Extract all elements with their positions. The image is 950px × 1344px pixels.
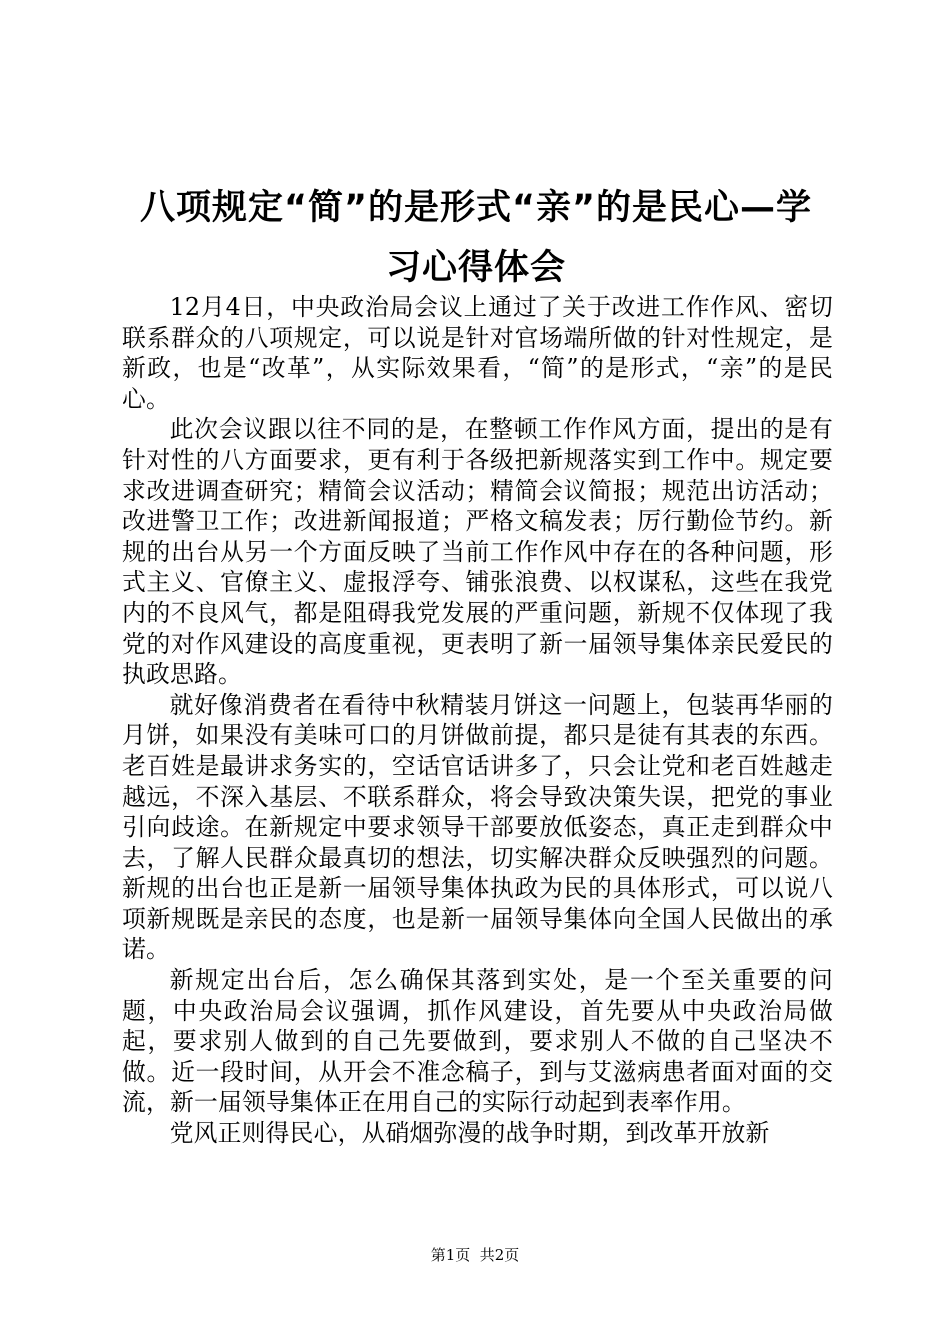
document-title-line-1: 八项规定“简”的是形式“亲”的是民心—学: [139, 188, 812, 228]
paragraph-5: 党风正则得民心，从硝烟弥漫的战争时期，到改革开放新: [169, 1119, 770, 1148]
paragraph-2: 此次会议跟以往不同的是，在整顿工作作风方面，提出的是有针对性的八方面要求，更有利于各级把新规落实到工作中。规定要求改进调查研究；精简会议活动；精简会议简报；规范出访活动；改进警卫工作；改进新闻报道；严格文稿发表；厉行勤俭节约。新规的出台从另一个方面反映了当前工作作风中存在的各种问题，形式主义、官僚主义、虚报浮夸、铺张浪费、以权谋私，这些在我党内的不良风气，都是阻碍我党发展的严重问题，新规不仅体现了我党的对作风建设的高度重视，更表明了新一届领导集体亲民爱民的执政思路。: [122, 415, 833, 689]
page-number-footer: 第1页 共2页: [430, 1246, 520, 1264]
paragraph-3: 就好像消费者在看待中秋精装月饼这一问题上，包装再华丽的月饼，如果没有美味可口的月饼做前提，都只是徒有其表的东西。老百姓是最讲求务实的，空话官话讲多了，只会让党和老百姓越走越远，不深入基层、不联系群众，将会导致决策失误，把党的事业引向歧途。在新规定中要求领导干部要放低姿态，真正走到群众中去，了解人民群众最真切的想法，切实解决群众反映强烈的问题。新规的出台也正是新一届领导集体执政为民的具体形式，可以说八项新规既是亲民的态度，也是新一届领导集体向全国人民做出的承诺。: [122, 690, 833, 964]
document-body: [122, 292, 833, 1149]
paragraph-4: 新规定出台后，怎么确保其落到实处，是一个至关重要的问题，中央政治局会议强调，抓作风建设，首先要从中央政治局做起，要求别人做到的自己先要做到，要求别人不做的自己坚决不做。近一段时间，从开会不准念稿子，到与艾滋病患者面对面的交流，新一届领导集体正在用自己的实际行动起到表率作用。: [122, 966, 833, 1117]
paragraph-1: 12月4日，中央政治局会议上通过了关于改进工作作风、密切联系群众的八项规定，可以说是针对官场端所做的针对性规定，是新政，也是“改革”，从实际效果看，“简”的是形式，“亲”的是民心。: [122, 293, 833, 413]
document-title-line-2: 习心得体会: [385, 248, 566, 288]
